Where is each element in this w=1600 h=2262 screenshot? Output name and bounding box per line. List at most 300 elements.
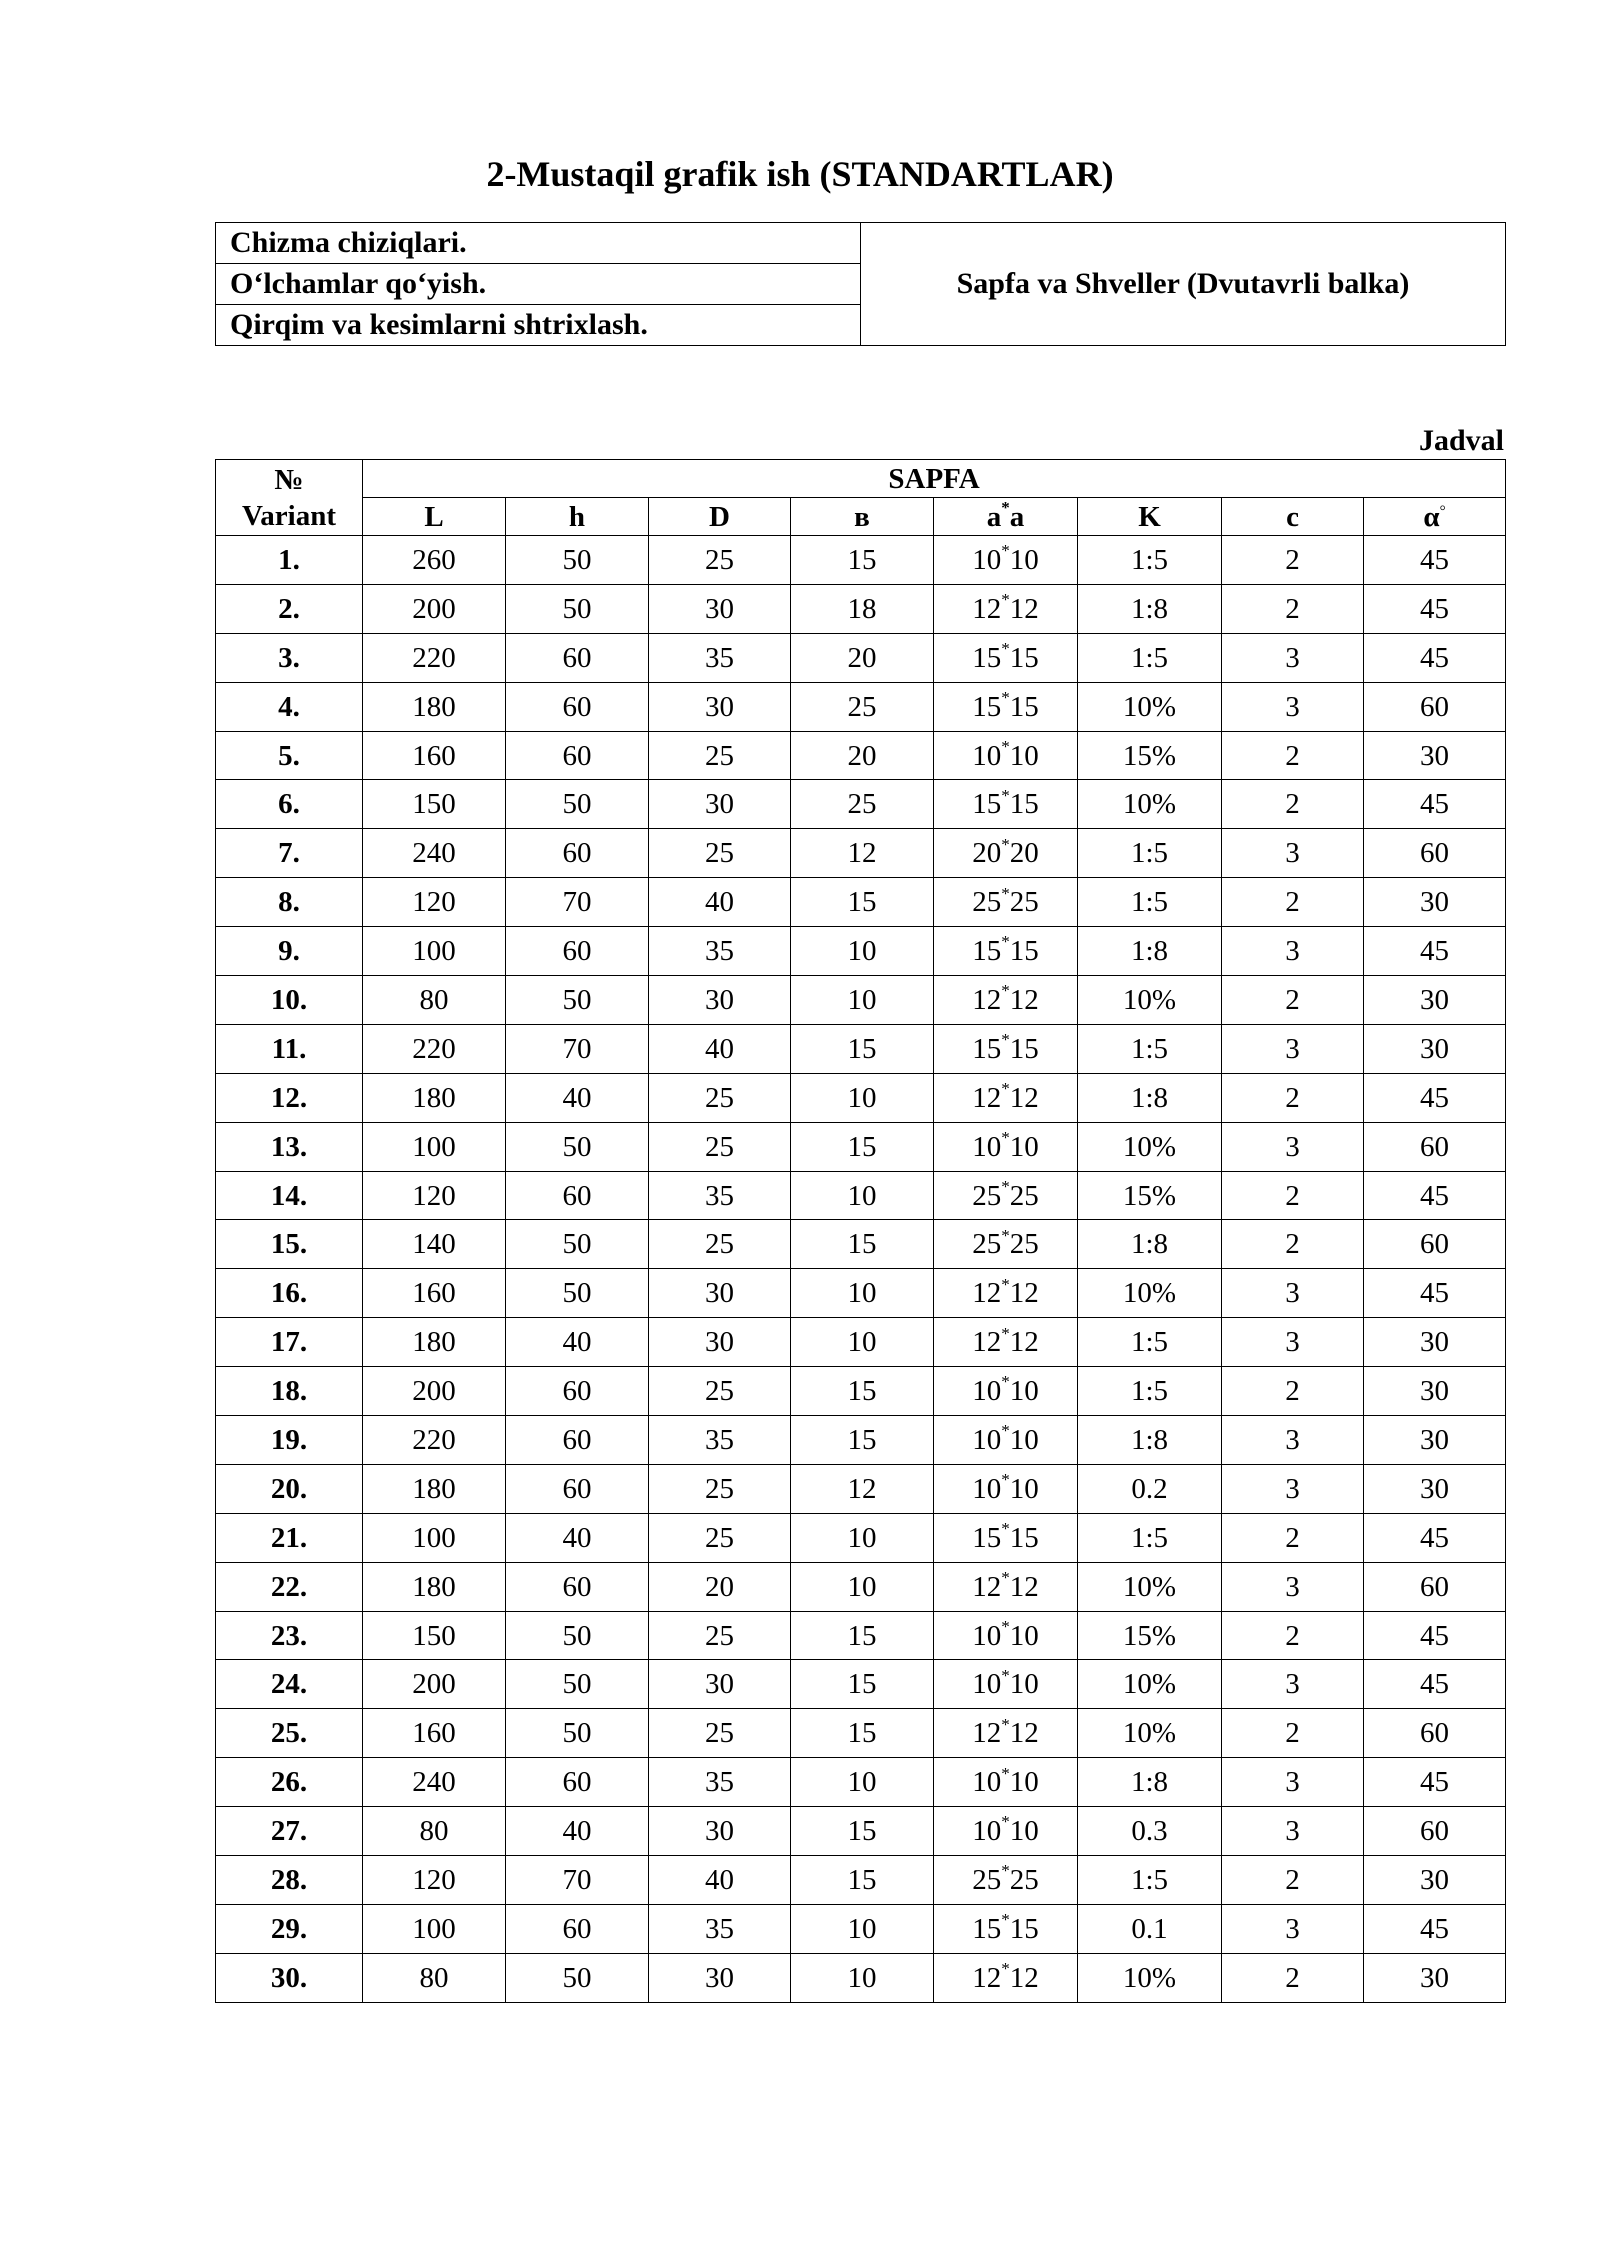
- table-cell: 2: [1222, 1367, 1364, 1416]
- table-cell: 80: [363, 976, 506, 1025]
- table-cell: 20: [791, 633, 934, 682]
- page-title: 2-Mustaqil grafik ish (STANDARTLAR): [486, 154, 1114, 194]
- table-cell: 40: [649, 1024, 791, 1073]
- variant-number-cell: 3.: [216, 633, 363, 682]
- table-cell: 15: [791, 1856, 934, 1905]
- table-cell: 120: [363, 1171, 506, 1220]
- table-cell: 30: [1364, 878, 1506, 927]
- table-cell: 60: [1364, 1220, 1506, 1269]
- table-cell: 10*10: [934, 1611, 1078, 1660]
- table-cell: 2: [1222, 780, 1364, 829]
- table-cell: 2: [1222, 536, 1364, 585]
- table-cell: 25: [791, 682, 934, 731]
- table-cell: 180: [363, 1318, 506, 1367]
- table-cell: 1:5: [1078, 633, 1222, 682]
- column-header: L: [363, 498, 506, 536]
- table-cell: 20: [649, 1562, 791, 1611]
- table-cell: 2: [1222, 584, 1364, 633]
- table-cell: 30: [1364, 1464, 1506, 1513]
- table-cell: 120: [363, 878, 506, 927]
- variant-number-cell: 27.: [216, 1807, 363, 1856]
- table-cell: 10*10: [934, 1122, 1078, 1171]
- table-cell: 200: [363, 1367, 506, 1416]
- table-cell: 1:8: [1078, 1073, 1222, 1122]
- table-cell: 150: [363, 780, 506, 829]
- table-cell: 10%: [1078, 1709, 1222, 1758]
- variant-number-cell: 21.: [216, 1513, 363, 1562]
- table-cell: 40: [506, 1073, 649, 1122]
- table-cell: 3: [1222, 682, 1364, 731]
- variant-number-cell: 13.: [216, 1122, 363, 1171]
- table-cell: 25: [649, 1513, 791, 1562]
- table-row: [216, 1416, 1506, 1465]
- table-cell: 1:8: [1078, 1220, 1222, 1269]
- table-cell: 15*15: [934, 1024, 1078, 1073]
- variant-number-cell: 11.: [216, 1024, 363, 1073]
- table-cell: 50: [506, 780, 649, 829]
- column-header: h: [506, 498, 649, 536]
- table-cell: 12*12: [934, 584, 1078, 633]
- table-cell: 25: [649, 1220, 791, 1269]
- table-cell: 50: [506, 1660, 649, 1709]
- table-cell: 30: [1364, 1024, 1506, 1073]
- table-cell: 10: [791, 976, 934, 1025]
- table-cell: 100: [363, 927, 506, 976]
- table-cell: 0.2: [1078, 1464, 1222, 1513]
- table-row: [216, 1073, 1506, 1122]
- jadval-label: Jadval: [1418, 424, 1504, 457]
- variant-number-cell: 30.: [216, 1953, 363, 2002]
- table-cell: 10%: [1078, 1660, 1222, 1709]
- table-cell: 45: [1364, 1269, 1506, 1318]
- table-cell: 3: [1222, 1464, 1364, 1513]
- table-cell: 220: [363, 633, 506, 682]
- table-cell: 15: [791, 1367, 934, 1416]
- table-cell: 12*12: [934, 1953, 1078, 2002]
- table-cell: 220: [363, 1416, 506, 1465]
- table-row: [216, 1367, 1506, 1416]
- table-cell: 2: [1222, 731, 1364, 780]
- table-cell: 1:8: [1078, 1416, 1222, 1465]
- table-cell: 60: [506, 1758, 649, 1807]
- table-cell: 15*15: [934, 633, 1078, 682]
- table-row: [216, 927, 1506, 976]
- table-cell: 30: [1364, 1318, 1506, 1367]
- variant-number-cell: 24.: [216, 1660, 363, 1709]
- table-cell: 10: [791, 1269, 934, 1318]
- table-cell: 1:8: [1078, 1758, 1222, 1807]
- table-cell: 2: [1222, 1953, 1364, 2002]
- variant-label: Variant: [242, 499, 336, 532]
- variant-number-cell: 18.: [216, 1367, 363, 1416]
- table-row: [216, 1660, 1506, 1709]
- table-cell: 25: [649, 1611, 791, 1660]
- table-cell: 30: [1364, 1953, 1506, 2002]
- table-cell: 15*15: [934, 1513, 1078, 1562]
- table-cell: 15*15: [934, 780, 1078, 829]
- table-row: [216, 1171, 1506, 1220]
- table-cell: 100: [363, 1122, 506, 1171]
- table-cell: 120: [363, 1856, 506, 1905]
- variant-number-cell: 4.: [216, 682, 363, 731]
- table-cell: 30: [1364, 1856, 1506, 1905]
- table-cell: 3: [1222, 1269, 1364, 1318]
- table-row: [216, 536, 1506, 585]
- table-cell: 3: [1222, 1904, 1364, 1953]
- table-cell: 12*12: [934, 1073, 1078, 1122]
- table-cell: 15: [791, 536, 934, 585]
- table-cell: 2: [1222, 878, 1364, 927]
- variants-table: [215, 459, 1506, 2003]
- table-cell: 10: [791, 1513, 934, 1562]
- table-cell: 25: [791, 780, 934, 829]
- table-cell: 3: [1222, 1660, 1364, 1709]
- table-cell: 3: [1222, 1122, 1364, 1171]
- number-sign: №: [274, 463, 304, 496]
- table-cell: 160: [363, 1709, 506, 1758]
- table-cell: 18: [791, 584, 934, 633]
- table-cell: 100: [363, 1513, 506, 1562]
- table-cell: 60: [1364, 1709, 1506, 1758]
- table-cell: 10*10: [934, 1464, 1078, 1513]
- table-cell: 12*12: [934, 1709, 1078, 1758]
- table-cell: 160: [363, 731, 506, 780]
- table-cell: 200: [363, 1660, 506, 1709]
- table-cell: 15%: [1078, 731, 1222, 780]
- table-cell: 1:5: [1078, 878, 1222, 927]
- table-cell: 60: [506, 633, 649, 682]
- table-cell: 45: [1364, 1073, 1506, 1122]
- table-cell: 30: [1364, 1416, 1506, 1465]
- table-cell: 1:8: [1078, 927, 1222, 976]
- variant-number-cell: 8.: [216, 878, 363, 927]
- table-cell: 25: [649, 1709, 791, 1758]
- table-row: [216, 1269, 1506, 1318]
- topics-table: [215, 222, 1506, 346]
- variant-number-cell: 22.: [216, 1562, 363, 1611]
- table-cell: 45: [1364, 633, 1506, 682]
- table-cell: 10%: [1078, 682, 1222, 731]
- table-cell: 50: [506, 584, 649, 633]
- table-cell: 40: [649, 1856, 791, 1905]
- table-cell: 180: [363, 1073, 506, 1122]
- variant-number-cell: 16.: [216, 1269, 363, 1318]
- table-cell: 1:5: [1078, 1367, 1222, 1416]
- table-cell: 15*15: [934, 927, 1078, 976]
- table-cell: 25*25: [934, 878, 1078, 927]
- table-cell: 10: [791, 1904, 934, 1953]
- variant-number-cell: 5.: [216, 731, 363, 780]
- table-cell: 60: [506, 682, 649, 731]
- table-cell: 2: [1222, 1171, 1364, 1220]
- table-row: [216, 1758, 1506, 1807]
- table-cell: 260: [363, 536, 506, 585]
- table-cell: 12*12: [934, 1562, 1078, 1611]
- topic-item: O‘lchamlar qo‘yish.: [216, 264, 861, 305]
- table-cell: 10*10: [934, 1660, 1078, 1709]
- table-cell: 30: [1364, 731, 1506, 780]
- table-cell: 240: [363, 829, 506, 878]
- table-cell: 60: [1364, 1807, 1506, 1856]
- table-cell: 15: [791, 1024, 934, 1073]
- table-cell: 70: [506, 878, 649, 927]
- table-cell: 60: [506, 1464, 649, 1513]
- table-cell: 60: [506, 1171, 649, 1220]
- table-cell: 20*20: [934, 829, 1078, 878]
- variant-number-cell: 17.: [216, 1318, 363, 1367]
- table-cell: 15: [791, 1660, 934, 1709]
- table-cell: 25: [649, 731, 791, 780]
- table-cell: 10: [791, 1758, 934, 1807]
- table-cell: 15: [791, 1220, 934, 1269]
- variant-number-cell: 12.: [216, 1073, 363, 1122]
- table-cell: 0.3: [1078, 1807, 1222, 1856]
- column-header-row: [216, 498, 1506, 536]
- variant-number-cell: 6.: [216, 780, 363, 829]
- table-cell: 70: [506, 1024, 649, 1073]
- table-cell: 30: [649, 584, 791, 633]
- table-cell: 45: [1364, 1758, 1506, 1807]
- table-cell: 30: [649, 1318, 791, 1367]
- table-cell: 10: [791, 1953, 934, 2002]
- table-cell: 30: [1364, 976, 1506, 1025]
- table-cell: 10%: [1078, 1953, 1222, 2002]
- table-cell: 10*10: [934, 1758, 1078, 1807]
- table-cell: 60: [506, 1367, 649, 1416]
- variant-number-cell: 26.: [216, 1758, 363, 1807]
- table-cell: 35: [649, 1904, 791, 1953]
- table-cell: 30: [649, 1269, 791, 1318]
- table-cell: 10%: [1078, 780, 1222, 829]
- table-cell: 40: [506, 1807, 649, 1856]
- table-cell: 50: [506, 1709, 649, 1758]
- table-cell: 15: [791, 878, 934, 927]
- column-header: a*a: [934, 498, 1078, 536]
- table-cell: 45: [1364, 1171, 1506, 1220]
- table-cell: 10%: [1078, 976, 1222, 1025]
- table-row: [216, 1709, 1506, 1758]
- table-row: [216, 780, 1506, 829]
- table-cell: 15%: [1078, 1611, 1222, 1660]
- table-cell: 25*25: [934, 1171, 1078, 1220]
- table-row: [216, 1807, 1506, 1856]
- table-cell: 35: [649, 633, 791, 682]
- table-cell: 60: [506, 731, 649, 780]
- table-cell: 35: [649, 1758, 791, 1807]
- table-cell: 25: [649, 536, 791, 585]
- table-cell: 25: [649, 1122, 791, 1171]
- table-cell: 40: [506, 1513, 649, 1562]
- table-cell: 45: [1364, 1611, 1506, 1660]
- table-cell: 15: [791, 1416, 934, 1465]
- table-cell: 35: [649, 1171, 791, 1220]
- table-cell: 20: [791, 731, 934, 780]
- table-cell: 15: [791, 1807, 934, 1856]
- table-row: [216, 1562, 1506, 1611]
- table-cell: 1:5: [1078, 1856, 1222, 1905]
- table-cell: 2: [1222, 1073, 1364, 1122]
- table-cell: 30: [1364, 1367, 1506, 1416]
- table-cell: 12: [791, 829, 934, 878]
- table-row: [216, 1220, 1506, 1269]
- table-cell: 140: [363, 1220, 506, 1269]
- table-cell: 15%: [1078, 1171, 1222, 1220]
- table-cell: 100: [363, 1904, 506, 1953]
- table-row: [216, 1611, 1506, 1660]
- table-cell: 30: [649, 976, 791, 1025]
- table-cell: 25: [649, 1367, 791, 1416]
- table-row: [216, 584, 1506, 633]
- table-cell: 220: [363, 1024, 506, 1073]
- variant-number-cell: 10.: [216, 976, 363, 1025]
- table-cell: 12: [791, 1464, 934, 1513]
- table-cell: 80: [363, 1807, 506, 1856]
- table-row: [216, 1513, 1506, 1562]
- table-cell: 35: [649, 927, 791, 976]
- table-cell: 180: [363, 682, 506, 731]
- table-cell: 15*15: [934, 1904, 1078, 1953]
- table-cell: 2: [1222, 1611, 1364, 1660]
- variant-number-cell: 20.: [216, 1464, 363, 1513]
- table-cell: 30: [649, 1807, 791, 1856]
- table-cell: 10*10: [934, 1807, 1078, 1856]
- table-cell: 15*15: [934, 682, 1078, 731]
- table-cell: 3: [1222, 829, 1364, 878]
- column-header: K: [1078, 498, 1222, 536]
- variant-number-cell: 14.: [216, 1171, 363, 1220]
- table-row: [216, 878, 1506, 927]
- table-cell: 10%: [1078, 1269, 1222, 1318]
- table-cell: 45: [1364, 927, 1506, 976]
- table-cell: 60: [1364, 1562, 1506, 1611]
- table-cell: 60: [1364, 682, 1506, 731]
- table-row: [216, 682, 1506, 731]
- variant-number-cell: 1.: [216, 536, 363, 585]
- table-cell: 30: [649, 682, 791, 731]
- table-cell: 60: [506, 927, 649, 976]
- column-header: c: [1222, 498, 1364, 536]
- table-cell: 25*25: [934, 1220, 1078, 1269]
- table-cell: 12*12: [934, 1318, 1078, 1367]
- table-cell: 45: [1364, 584, 1506, 633]
- table-cell: 2: [1222, 1856, 1364, 1905]
- table-cell: 45: [1364, 536, 1506, 585]
- table-cell: 1:5: [1078, 829, 1222, 878]
- table-cell: 60: [506, 1904, 649, 1953]
- table-cell: 160: [363, 1269, 506, 1318]
- variant-number-cell: 2.: [216, 584, 363, 633]
- table-cell: 10%: [1078, 1122, 1222, 1171]
- variant-number-cell: 28.: [216, 1856, 363, 1905]
- variant-header: [216, 460, 363, 536]
- table-row: [216, 633, 1506, 682]
- table-row: [216, 1953, 1506, 2002]
- table-cell: 1:5: [1078, 1513, 1222, 1562]
- table-row: [216, 1122, 1506, 1171]
- table-cell: 3: [1222, 1562, 1364, 1611]
- table-cell: 150: [363, 1611, 506, 1660]
- table-cell: 80: [363, 1953, 506, 2002]
- table-cell: 30: [649, 1953, 791, 2002]
- variant-number-cell: 19.: [216, 1416, 363, 1465]
- table-cell: 3: [1222, 1318, 1364, 1367]
- variant-number-cell: 25.: [216, 1709, 363, 1758]
- table-cell: 15: [791, 1709, 934, 1758]
- table-cell: 180: [363, 1562, 506, 1611]
- variant-number-cell: 29.: [216, 1904, 363, 1953]
- table-cell: 3: [1222, 927, 1364, 976]
- sapfa-group-header: SAPFA: [363, 460, 1506, 498]
- table-cell: 1:5: [1078, 536, 1222, 585]
- table-cell: 60: [1364, 829, 1506, 878]
- table-cell: 3: [1222, 1758, 1364, 1807]
- table-row: [216, 829, 1506, 878]
- table-cell: 10*10: [934, 1367, 1078, 1416]
- table-cell: 50: [506, 1220, 649, 1269]
- table-cell: 12*12: [934, 1269, 1078, 1318]
- table-cell: 30: [649, 780, 791, 829]
- table-cell: 3: [1222, 633, 1364, 682]
- table-cell: 50: [506, 536, 649, 585]
- table-cell: 40: [649, 878, 791, 927]
- table-cell: 15: [791, 1611, 934, 1660]
- table-row: [216, 1856, 1506, 1905]
- table-row: [216, 1464, 1506, 1513]
- table-cell: 50: [506, 1611, 649, 1660]
- table-cell: 3: [1222, 1024, 1364, 1073]
- table-cell: 3: [1222, 1807, 1364, 1856]
- table-cell: 15: [791, 1122, 934, 1171]
- table-cell: 60: [506, 1562, 649, 1611]
- variant-number-cell: 9.: [216, 927, 363, 976]
- table-cell: 50: [506, 976, 649, 1025]
- table-cell: 0.1: [1078, 1904, 1222, 1953]
- topic-subject: Sapfa va Shveller (Dvutavrli balka): [861, 223, 1506, 346]
- variant-number-cell: 15.: [216, 1220, 363, 1269]
- table-cell: 60: [506, 1416, 649, 1465]
- variant-number-cell: 23.: [216, 1611, 363, 1660]
- table-row: [216, 1318, 1506, 1367]
- table-cell: 45: [1364, 1904, 1506, 1953]
- table-cell: 2: [1222, 1513, 1364, 1562]
- table-cell: 10: [791, 1562, 934, 1611]
- table-cell: 35: [649, 1416, 791, 1465]
- column-header: α°: [1364, 498, 1506, 536]
- table-cell: 25: [649, 1073, 791, 1122]
- table-cell: 25*25: [934, 1856, 1078, 1905]
- table-cell: 200: [363, 584, 506, 633]
- table-cell: 10: [791, 927, 934, 976]
- table-row: [216, 1904, 1506, 1953]
- table-body: [216, 536, 1506, 2003]
- table-cell: 10: [791, 1318, 934, 1367]
- table-cell: 12*12: [934, 976, 1078, 1025]
- table-cell: 10%: [1078, 1562, 1222, 1611]
- table-row: [216, 731, 1506, 780]
- topic-item: Qirqim va kesimlarni shtrixlash.: [216, 305, 861, 346]
- table-cell: 180: [363, 1464, 506, 1513]
- table-cell: 10: [791, 1171, 934, 1220]
- column-header: D: [649, 498, 791, 536]
- table-cell: 60: [506, 829, 649, 878]
- table-cell: 1:8: [1078, 584, 1222, 633]
- table-cell: 45: [1364, 780, 1506, 829]
- table-cell: 10*10: [934, 1416, 1078, 1465]
- table-cell: 2: [1222, 1220, 1364, 1269]
- table-row: [216, 976, 1506, 1025]
- table-cell: 50: [506, 1953, 649, 2002]
- table-cell: 2: [1222, 976, 1364, 1025]
